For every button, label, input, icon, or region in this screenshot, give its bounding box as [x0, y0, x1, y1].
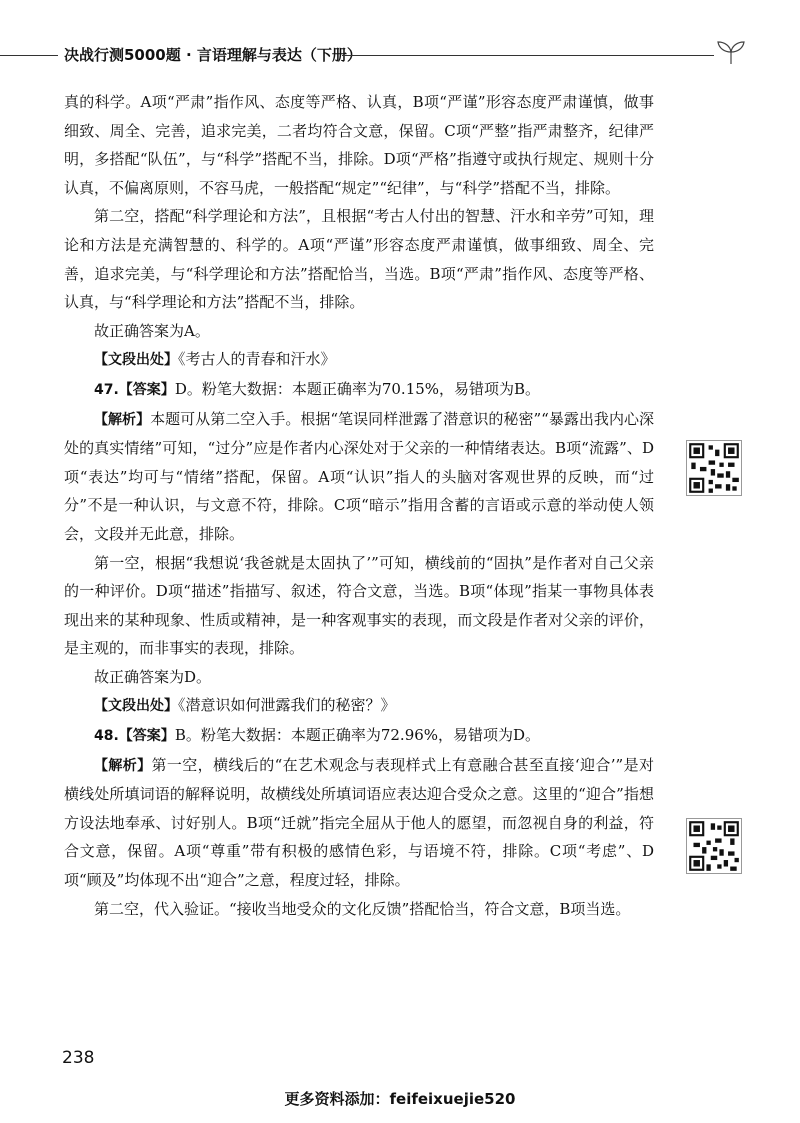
book-title: 决战行测5000题 · 言语理解与表达（下册）	[64, 46, 362, 64]
paragraph-text: D。粉笔大数据：本题正确率为70.15%，易错项为B。	[174, 379, 541, 398]
paragraph	[64, 317, 654, 346]
paragraph-text: 故正确答案为D。	[94, 667, 212, 686]
section-tag: 【解析】	[94, 411, 151, 428]
paragraph-text: B。粉笔大数据：本题正确率为72.96%，易错项为D。	[174, 726, 541, 745]
paragraph-text: 《潜意识如何泄露我们的秘密？》	[178, 696, 396, 715]
paragraph	[64, 895, 654, 924]
paragraph-text: 第二空，代入验证。“接收当地受众的文化反馈”搭配恰当，符合文意，B项当选。	[94, 899, 631, 918]
leaf-icon	[714, 40, 748, 66]
paragraph	[64, 721, 654, 751]
paragraph	[64, 751, 654, 895]
paragraph	[64, 345, 654, 375]
section-tag: 48.【答案】	[94, 728, 175, 745]
section-tag: 【文段出处】	[94, 352, 178, 369]
paragraph-text: 第一空，横线后的“在艺术观念与表现样式上有意融合甚至直接‘迎合’”是对横线处所填词语的解释说明，故横线处所填词语应表达迎合受众之意。这里的“迎合”指想方设法地奉承、讨好别人。B项“迁就”指完全屈从于他人的愿望，而忽视自身的利益，符合文意，保留。A项“尊重”带有积极的感情色彩，与语境不符，排除。C项“考虑”、D项“顾及”均体现不出“迎合”之意，程度过轻，排除。	[64, 755, 654, 890]
qr-code-icon[interactable]	[686, 818, 742, 874]
paragraph-text: 第二空，搭配“科学理论和方法”，且根据“考古人付出的智慧、汗水和辛劳”可知，理论和方法是充满智慧的、科学的。A项“严谨”形容态度严肃谨慎，做事细致、周全、完善，追求完美，与“科学理论和方法”搭配恰当，当选。B项“严肃”指作风、态度等严格、认真，与“科学理论和方法”搭配不当，排除。	[64, 207, 654, 312]
running-header	[0, 40, 800, 70]
paragraph-text: 本题可从第二空入手。根据“笔误同样泄露了潜意识的秘密”“暴露出我内心深处的真实情绪”可知，“过分”应是作者内心深处对于父亲的一种情绪表达。B项“流露”、D项“表达”均可与“情绪”搭配，保留。A项“认识”指人的头脑对客观世界的反映，而“过分”不是一种认识，与文意不符，排除。C项“暗示”指用含蓄的言语或示意的举动使人领会，文段并无此意，排除。	[64, 409, 654, 543]
header-rule-left	[0, 55, 58, 56]
section-tag: 【解析】	[94, 757, 152, 774]
paragraph	[64, 88, 654, 202]
section-tag: 【文段出处】	[94, 698, 178, 715]
paragraph-text: 第一空，根据“我想说‘我爸就是太固执了’”可知，横线前的“固执”是作者对自己父亲的一种评价。D项“描述”指描写、叙述，符合文意，当选。B项“体现”指某一事物具体表现出来的某种现象、性质或精神，是一种客观事实的表现，而文段是作者对父亲的评价，是主观的，而非事实的表现，排除。	[64, 553, 654, 658]
paragraph	[64, 691, 654, 721]
header-rule-right	[342, 55, 714, 56]
paragraph	[64, 663, 654, 692]
paragraph	[64, 405, 654, 549]
paragraph	[64, 375, 654, 405]
footer-note: 更多资料添加：feifeixuejie520	[284, 1090, 516, 1108]
qr-code-icon[interactable]	[686, 440, 742, 496]
page-number: 238	[62, 1048, 95, 1068]
section-tag: 47.【答案】	[94, 381, 175, 398]
paragraph	[64, 202, 654, 316]
paragraph	[64, 549, 654, 663]
paragraph-text: 《考古人的青春和汗水》	[178, 350, 336, 369]
paragraph-text: 故正确答案为A。	[94, 321, 210, 340]
answer-explanations	[64, 88, 654, 923]
paragraph-text: 真的科学。A项“严肃”指作风、态度等严格、认真，B项“严谨”形容态度严肃谨慎，做事细致、周全、完善，追求完美，二者均符合文意，保留。C项“严整”指严肃整齐，纪律严明，多搭配“队伍”，与“科学”搭配不当，排除。D项“严格”指遵守或执行规定、规则十分认真，不偏离原则，不容马虎，一般搭配“规定”“纪律”，与“科学”搭配不当，排除。	[64, 93, 654, 197]
